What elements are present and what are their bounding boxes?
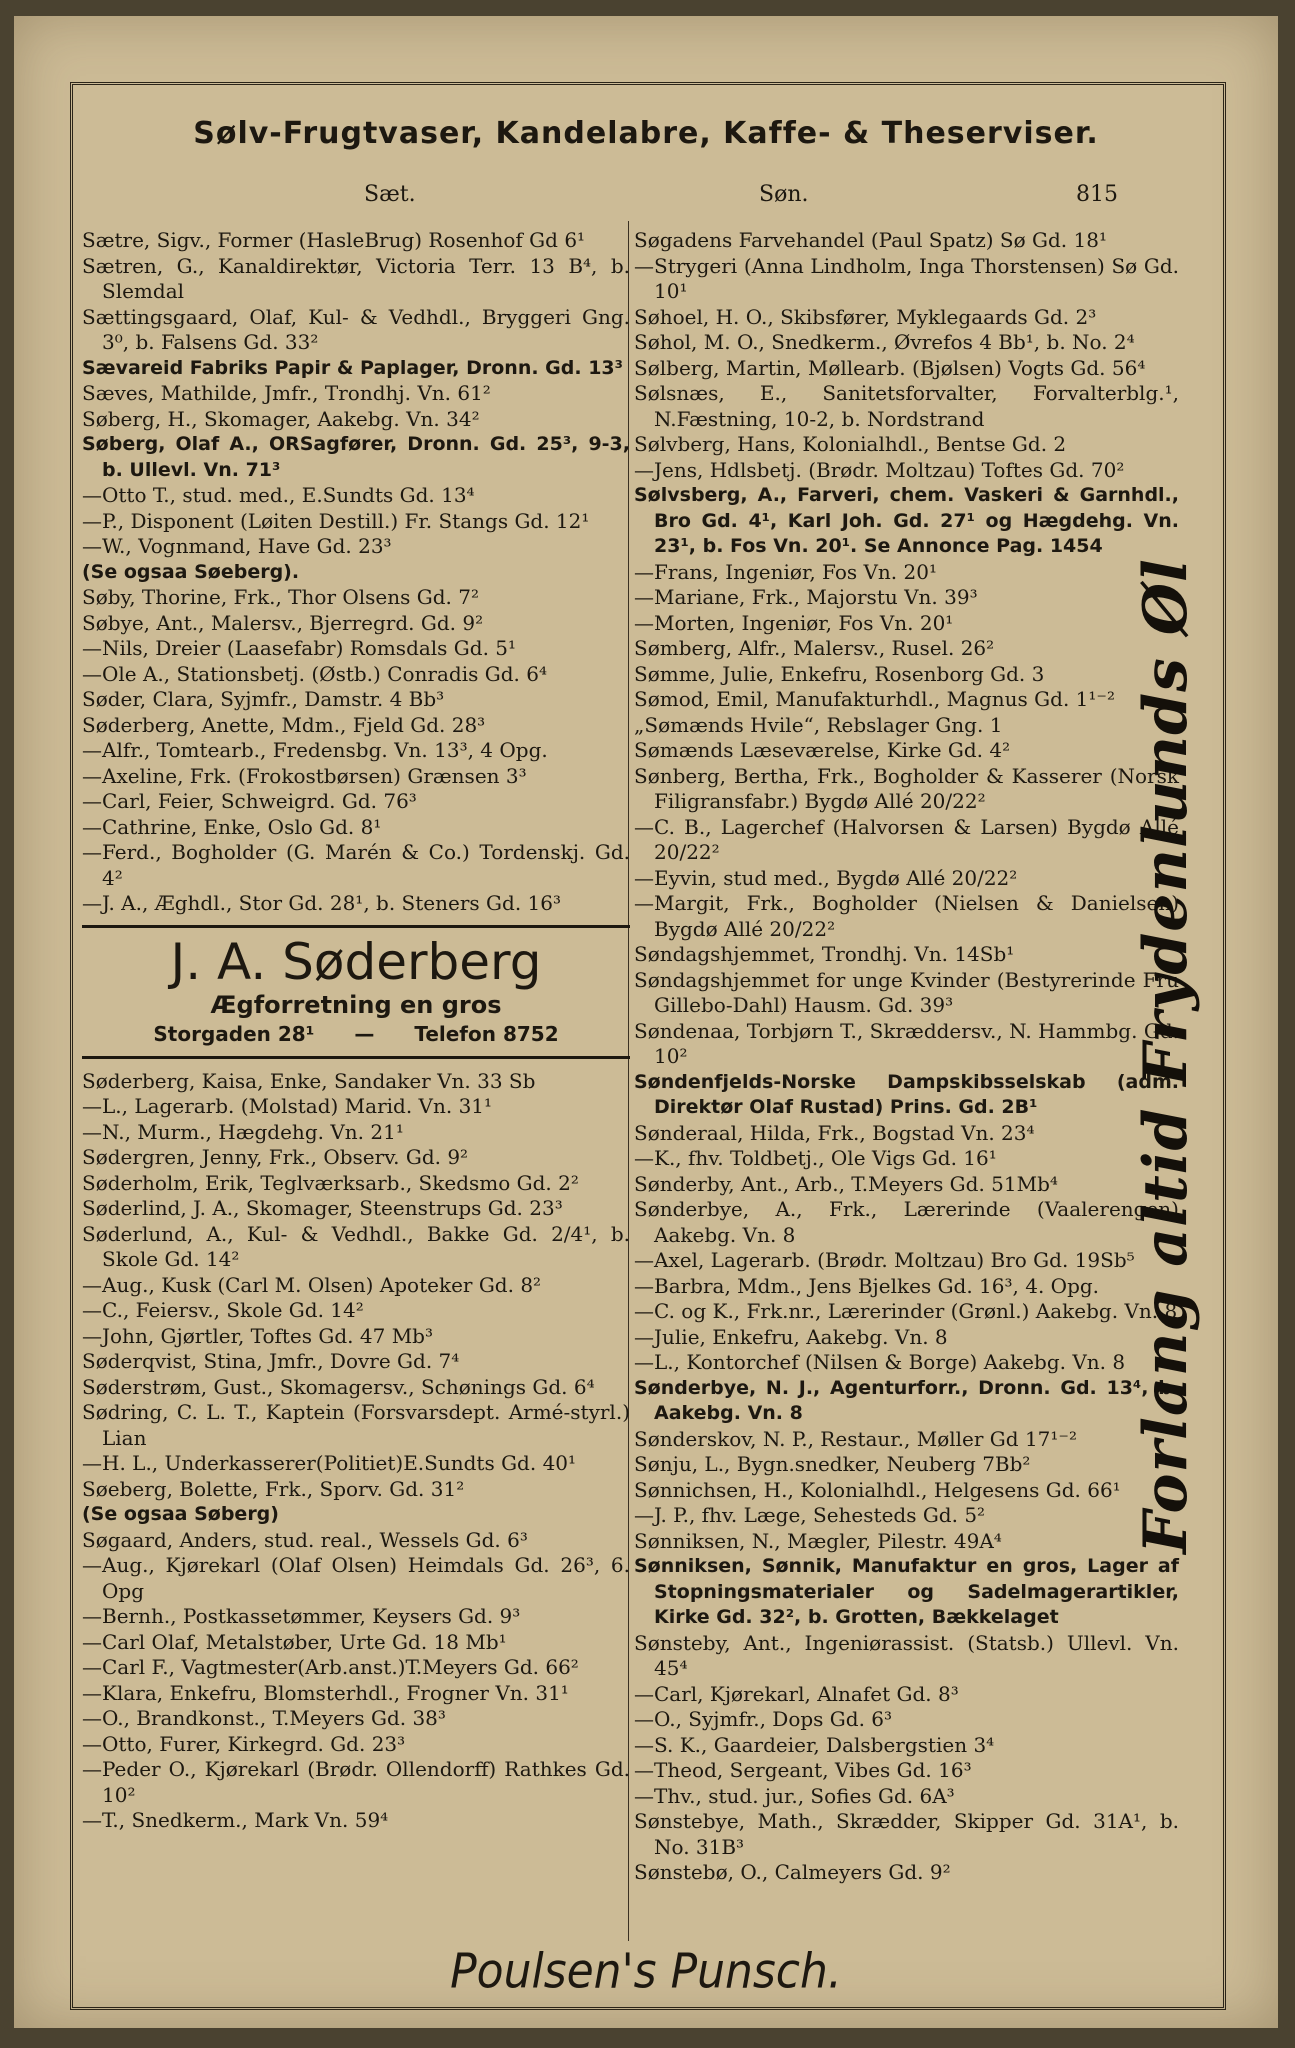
directory-entry: —Aug., Kusk (Carl M. Olsen) Apoteker Gd. 8² (82, 1272, 542, 1297)
directory-entry: Søberg, Olaf A., ORSagfører, Dronn. Gd. 25³, 9-3, b. Ullevl. Vn. 71³ (82, 433, 630, 481)
left-entries-top (82, 228, 630, 917)
left-column (82, 228, 630, 1834)
directory-entry: —L., Kontorchef (Nilsen & Borge) Aakebg. Vn. 8 (634, 1350, 1126, 1374)
directory-entry: (Se ogsaa Søeberg). (82, 560, 300, 583)
directory-entry: Sømænds Læseværelse, Kirke Gd. 4² (634, 738, 1011, 762)
directory-entry: —Barbra, Mdm., Jens Bjelkes Gd. 16³, 4. Opg. (634, 1273, 1100, 1298)
footer-advert: Poulsen's Punsch. (450, 1943, 842, 2000)
directory-entry: Søhoel, H. O., Skibsfører, Myklegaards Gd. 2³ (634, 304, 1097, 329)
directory-entry: Søgadens Farvehandel (Paul Spatz) Sø Gd. 18¹ (634, 228, 1107, 252)
directory-entry: —Otto T., stud. med., E.Sundts Gd. 13⁴ (82, 483, 475, 507)
directory-entry: —Thv., stud. jur., Sofies Gd. 6A³ (634, 1783, 955, 1808)
right-entries (634, 228, 1179, 1886)
directory-entry: (Se ogsaa Søberg) (82, 1503, 279, 1525)
directory-entry: —W., Vognmand, Have Gd. 23³ (82, 534, 392, 558)
right-column (634, 228, 1179, 1886)
directory-entry: —T., Snedkerm., Mark Vn. 59⁴ (82, 1808, 389, 1832)
directory-entry: —Axel, Lagerarb. (Brødr. Moltzau) Bro Gd. 19Sb⁵ (634, 1248, 1135, 1272)
directory-entry: Sødergren, Jenny, Frk., Observ. Gd. 9² (82, 1145, 469, 1169)
directory-entry: —Mariane, Frk., Majorstu Vn. 39³ (634, 585, 978, 609)
advert-dash: — (354, 1021, 375, 1046)
directory-entry: „Sømænds Hvile“, Rebslager Gng. 1 (634, 712, 1003, 737)
side-advert-text: Forlang altid Frydenlunds Øl (1131, 558, 1201, 1554)
directory-entry: Søbye, Ant., Malersv., Bjerregrd. Gd. 9² (82, 610, 484, 635)
directory-entry: —Margit, Frk., Bogholder (Nielsen & Danielsen) Bygdø Allé 20/22² (634, 891, 1179, 941)
directory-entry: Sødring, C. L. T., Kaptein (Forsvarsdept. Armé-styrl.) Lian (82, 1400, 630, 1450)
directory-entry: Sæves, Mathilde, Jmfr., Trondhj. Vn. 61² (82, 381, 491, 405)
directory-entry: Sættingsgaard, Olaf, Kul- & Vedhdl., Bryggeri Gng. 3⁰, b. Falsens Gd. 33² (82, 304, 630, 354)
left-entries-bottom (82, 1069, 630, 1834)
advert-business: Ægforretning en gros (210, 990, 502, 1019)
directory-entry: —H. L., Underkasserer(Politiet)E.Sundts Gd. 40¹ (82, 1451, 577, 1475)
directory-entry: Sønju, L., Bygn.snedker, Neuberg 7Bb² (634, 1452, 1031, 1476)
directory-entry: Sønniksen, Sønnik, Manufaktur en gros, Lager af Stopningsmaterialer og Sadelmagerartikler, Kirke Gd. 32², b. Grotten, Bækkelaget (634, 1555, 1179, 1628)
advert-address: Storgaden 28¹ (153, 1021, 315, 1046)
directory-entry: —O., Syjmfr., Dops Gd. 6³ (634, 1707, 893, 1731)
directory-entry: Søgaard, Anders, stud. real., Wessels Gd. 6³ (82, 1527, 528, 1552)
directory-entry: Sønnichsen, H., Kolonialhdl., Helgesens Gd. 66¹ (634, 1477, 1121, 1502)
directory-entry: —Axeline, Frk. (Frokostbørsen) Grænsen 3³ (82, 763, 527, 788)
directory-entry: —Eyvin, stud med., Bygdø Allé 20/22² (634, 865, 1018, 890)
directory-entry: —J. A., Æghdl., Stor Gd. 28¹, b. Steners Gd. 16³ (82, 891, 561, 915)
directory-entry: Søderlind, J. A., Skomager, Steenstrups Gd. 23³ (82, 1196, 563, 1220)
directory-entry: Sølvsberg, A., Farveri, chem. Vaskeri & Garnhdl., Bro Gd. 4¹, Karl Joh. Gd. 27¹ og Hægdehg. Vn. 23¹, b. Fos Vn. 20¹. Se Annonce Pag. 1454 (634, 484, 1179, 557)
advert-contact-row (82, 1020, 630, 1048)
running-head-middle: Søn. (759, 182, 809, 207)
directory-entry: —Carl, Kjørekarl, Alnafet Gd. 8³ (634, 1681, 959, 1706)
directory-entry: Sømberg, Alfr., Malersv., Rusel. 26² (634, 636, 995, 660)
directory-entry: —C. og K., Frk.nr., Lærerinder (Grønl.) Aakebg. Vn. 8 (634, 1299, 1178, 1323)
directory-entry: Sønderby, Ant., Arb., T.Meyers Gd. 51Mb⁴ (634, 1171, 1058, 1196)
directory-entry: —Alfr., Tomtearb., Fredensbg. Vn. 13³, 4 Opg. (82, 738, 548, 762)
directory-entry: Sønderbye, A., Frk., Lærerinde (Vaalerengen) Aakebg. Vn. 8 (634, 1197, 1179, 1247)
directory-entry: Sævareid Fabriks Papir & Paplager, Dronn. Gd. 13³ (82, 356, 623, 379)
directory-entry: Søeberg, Bolette, Frk., Sporv. Gd. 31² (82, 1476, 465, 1501)
directory-entry: Sønderaal, Hilda, Frk., Bogstad Vn. 23⁴ (634, 1120, 1035, 1145)
directory-entry: Sætren, G., Kanaldirektør, Victoria Terr. 13 B⁴, b. Slemdal (82, 253, 630, 303)
directory-entry: —Bernh., Postkassetømmer, Keysers Gd. 9³ (82, 1604, 521, 1628)
directory-entry: —Strygeri (Anna Lindholm, Inga Thorstensen) Sø Gd. 10¹ (634, 253, 1179, 303)
directory-entry: —P., Disponent (Løiten Destill.) Fr. Stangs Gd. 12¹ (82, 508, 590, 533)
directory-entry: Sømod, Emil, Manufakturhdl., Magnus Gd. 1¹⁻² (634, 687, 1115, 711)
directory-entry: Søberg, H., Skomager, Aakebg. Vn. 34² (82, 406, 480, 431)
directory-entry: —Ferd., Bogholder (G. Marén & Co.) Tordenskj. Gd. 4² (82, 840, 630, 890)
directory-entry: —N., Murm., Hægdehg. Vn. 21¹ (82, 1119, 404, 1144)
directory-entry: Sønniksen, N., Mægler, Pilestr. 49A⁴ (634, 1528, 1002, 1553)
directory-entry: Søhol, M. O., Snedkerm., Øvrefos 4 Bb¹, b. No. 2⁴ (634, 330, 1135, 354)
directory-entry: —John, Gjørtler, Toftes Gd. 47 Mb³ (82, 1323, 433, 1348)
directory-entry: Søderstrøm, Gust., Skomagersv., Schønings Gd. 6⁴ (82, 1374, 595, 1399)
directory-entry: —J. P., fhv. Læge, Sehesteds Gd. 5² (634, 1503, 986, 1527)
directory-entry: —Peder O., Kjørekarl (Brødr. Ollendorff) Rathkes Gd. 10² (82, 1757, 630, 1807)
directory-entry: Sønderskov, N. P., Restaur., Møller Gd 17¹⁻² (634, 1426, 1077, 1451)
directory-entry: —Otto, Furer, Kirkegrd. Gd. 23³ (82, 1731, 406, 1756)
directory-entry: —C., Feiersv., Skole Gd. 14² (82, 1298, 364, 1322)
running-head-left: Sæt. (364, 182, 416, 207)
directory-entry: Søndagshjemmet, Trondhj. Vn. 14Sb¹ (634, 942, 1015, 966)
directory-entry: —Theod, Sergeant, Vibes Gd. 16³ (634, 1758, 972, 1782)
directory-entry: Sønderbye, N. J., Agenturforr., Dronn. Gd. 13⁴, b. Aakebg. Vn. 8 (634, 1376, 1179, 1424)
directory-entry: Søndenaa, Torbjørn T., Skræddersv., N. Hammbg. Gd. 10² (634, 1018, 1179, 1068)
directory-entry: —Carl, Feier, Schweigrd. Gd. 76³ (82, 789, 417, 813)
directory-entry: Sætre, Sigv., Former (HasleBrug) Rosenhof Gd 6¹ (82, 228, 586, 252)
directory-entry: Søder, Clara, Syjmfr., Damstr. 4 Bb³ (82, 687, 445, 711)
directory-entry: —Jens, Hdlsbetj. (Brødr. Moltzau) Toftes Gd. 70² (634, 457, 1125, 482)
advert-name: J. A. Søderberg (170, 932, 542, 991)
directory-entry: Sønstebø, O., Calmeyers Gd. 9² (634, 1860, 951, 1884)
directory-entry: Sølberg, Martin, Møllearb. (Bjølsen) Vogts Gd. 56⁴ (634, 355, 1146, 380)
advert-phone: Telefon 8752 (414, 1021, 559, 1046)
directory-entry: —K., fhv. Toldbetj., Ole Vigs Gd. 16¹ (634, 1146, 997, 1170)
directory-entry: —L., Lagerarb. (Molstad) Marid. Vn. 31¹ (82, 1094, 493, 1118)
directory-entry: Sønstebye, Math., Skrædder, Skipper Gd. 31A¹, b. No. 31B³ (634, 1809, 1179, 1859)
directory-entry: Sønberg, Bertha, Frk., Bogholder & Kasserer (Norsk Filigransfabr.) Bygdø Allé 20/22² (634, 763, 1179, 813)
directory-entry: Sønsteby, Ant., Ingeniørassist. (Statsb.) Ullevl. Vn. 45⁴ (634, 1630, 1179, 1680)
directory-entry: —S. K., Gaardeier, Dalsbergstien 3⁴ (634, 1732, 995, 1757)
top-banner-advert: Sølv-Frugtvaser, Kandelabre, Kaffe- & Theserviser. (193, 116, 1099, 151)
directory-entry: Søderberg, Kaisa, Enke, Sandaker Vn. 33 Sb (82, 1068, 536, 1093)
directory-entry: —Ole A., Stationsbetj. (Østb.) Conradis Gd. 6⁴ (82, 661, 547, 686)
directory-entry: Søderlund, A., Kul- & Vedhdl., Bakke Gd. 2/4¹, b. Skole Gd. 14² (82, 1221, 630, 1271)
directory-entry: —Klara, Enkefru, Blomsterhdl., Frogner Vn. 31¹ (82, 1680, 569, 1705)
directory-entry: Søby, Thorine, Frk., Thor Olsens Gd. 7² (82, 585, 479, 609)
soderberg-advert (82, 925, 630, 1059)
directory-entry: Søderholm, Erik, Teglværksarb., Skedsmo Gd. 2² (82, 1170, 579, 1195)
directory-entry: —Julie, Enkefru, Aakebg. Vn. 8 (634, 1324, 948, 1349)
directory-entry: Søndenfjelds-Norske Dampskibsselskab (adm. Direktør Olaf Rustad) Prins. Gd. 2B¹ (634, 1070, 1179, 1118)
directory-entry: —Carl F., Vagtmester(Arb.anst.)T.Meyers Gd. 66² (82, 1655, 579, 1679)
directory-entry: Sølvberg, Hans, Kolonialhdl., Bentse Gd. 2 (634, 432, 1067, 456)
directory-entry: —Nils, Dreier (Laasefabr) Romsdals Gd. 5¹ (82, 636, 517, 660)
directory-entry: —Frans, Ingeniør, Fos Vn. 20¹ (634, 559, 937, 584)
directory-entry: —Cathrine, Enke, Oslo Gd. 8¹ (82, 814, 382, 839)
directory-entry: —C. B., Lagerchef (Halvorsen & Larsen) Bygdø Allé 20/22² (634, 814, 1179, 864)
directory-entry: Sølsnæs, E., Sanitetsforvalter, Forvalterblg.¹, N.Fæstning, 10-2, b. Nordstrand (634, 381, 1179, 431)
directory-entry: Sømme, Julie, Enkefru, Rosenborg Gd. 3 (634, 661, 1045, 686)
directory-entry: —Morten, Ingeniør, Fos Vn. 20¹ (634, 610, 954, 635)
directory-entry: Søndagshjemmet for unge Kvinder (Bestyrerinde Fru Gillebo-Dahl) Hausm. Gd. 39³ (634, 967, 1179, 1017)
directory-page (14, 16, 1278, 2028)
page-number: 815 (1076, 182, 1118, 207)
directory-entry: —Carl Olaf, Metalstøber, Urte Gd. 18 Mb¹ (82, 1629, 507, 1654)
directory-entry: —Aug., Kjørekarl (Olaf Olsen) Heimdals Gd. 26³, 6. Opg (82, 1553, 630, 1603)
directory-entry: —O., Brandkonst., T.Meyers Gd. 38³ (82, 1706, 446, 1730)
directory-entry: Søderqvist, Stina, Jmfr., Dovre Gd. 7⁴ (82, 1349, 460, 1373)
directory-entry: Søderberg, Anette, Mdm., Fjeld Gd. 28³ (82, 712, 486, 737)
